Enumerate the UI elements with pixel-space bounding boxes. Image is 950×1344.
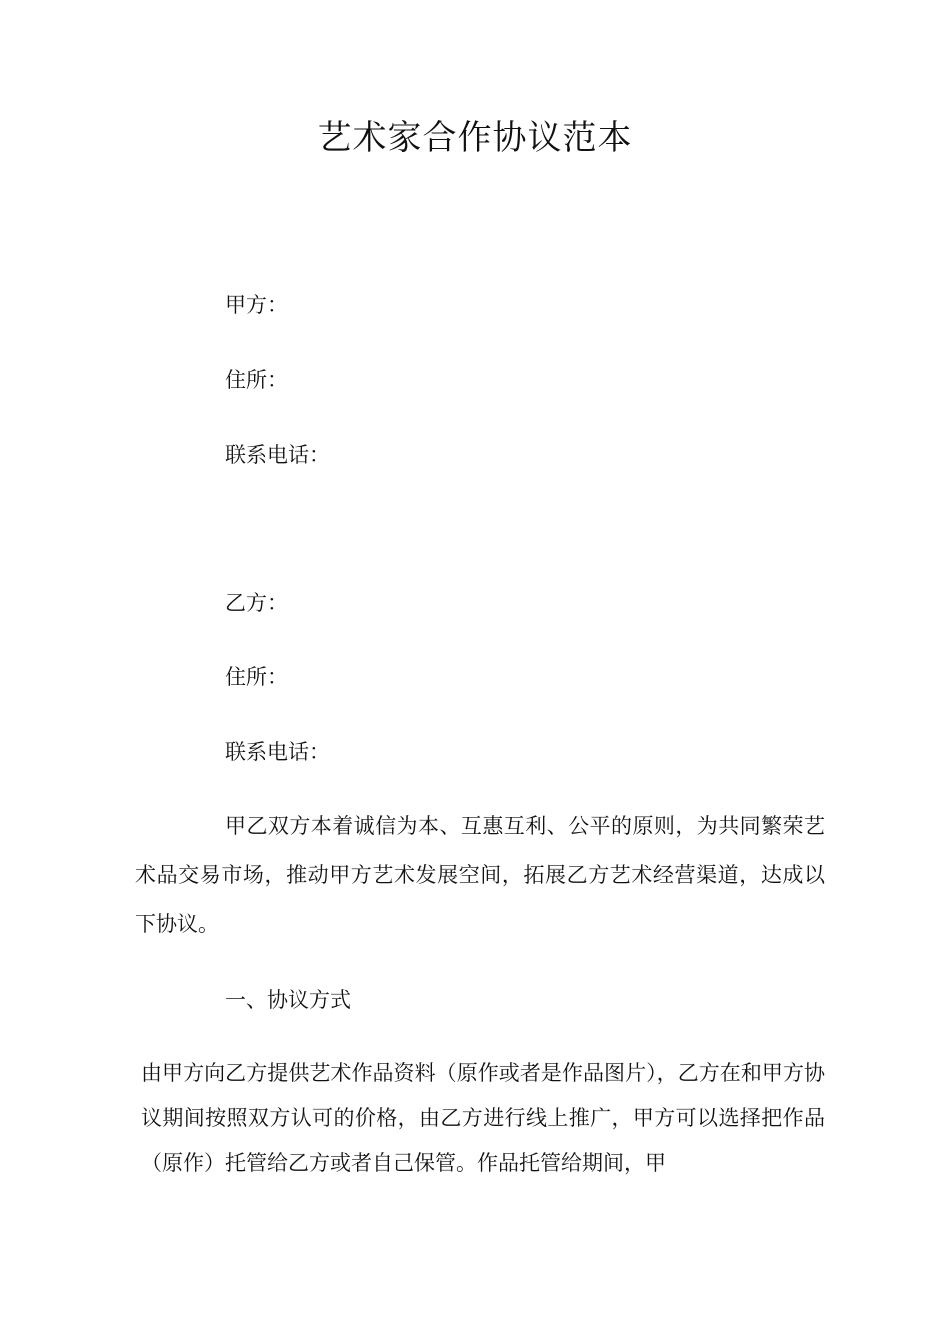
party-a-phone-label: 联系电话： [225,443,330,467]
party-a-name-label: 甲方： [225,293,288,317]
section-1-body: 由甲方向乙方提供艺术作品资料（原作或者是作品图片），乙方在和甲方协议期间按照双方认可的价格，由乙方进行线上推广，甲方可以选择把作品（原作）托管给乙方或者自己保管。作品托管给期间，甲 [141,1061,825,1175]
document-title: 艺术家合作协议范本 [317,118,633,158]
party-b-phone-label: 联系电话： [225,740,330,764]
party-b-address-label: 住所： [225,665,288,689]
party-a-address-label: 住所： [225,368,288,392]
section-1-heading: 一、协议方式 [225,988,351,1012]
preamble-paragraph: 甲乙双方本着诚信为本、互惠互利、公平的原则，为共同繁荣艺术品交易市场，推动甲方艺术发展空间，拓展乙方艺术经营渠道，达成以下协议。 [135,814,825,936]
party-b-name-label: 乙方： [225,591,288,615]
